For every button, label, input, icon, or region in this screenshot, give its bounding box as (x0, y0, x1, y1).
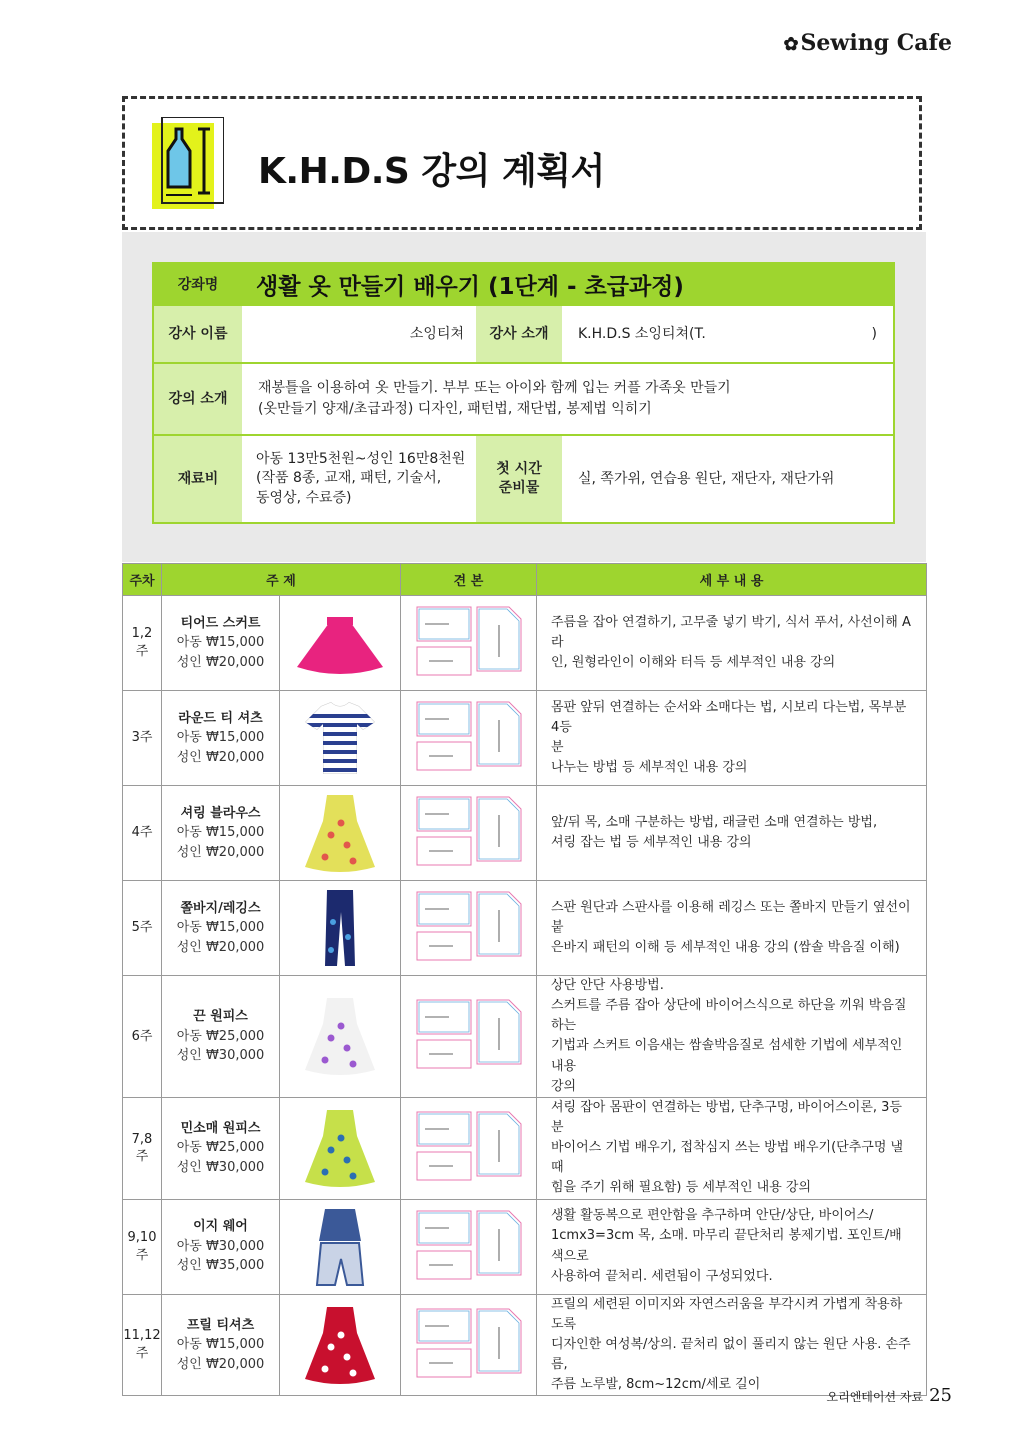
fee-line-1: 아동 13만5천원~성인 16만8천원 (256, 450, 466, 467)
week-cell (123, 1294, 162, 1396)
topic-cell (162, 786, 280, 881)
brand-logo (783, 30, 952, 56)
detail-line-2: 분 (551, 740, 564, 755)
course-name: 생활 옷 만들기 배우기 (1단계 - 초급과정) (242, 264, 893, 304)
garment-photo (290, 1299, 390, 1387)
instructor-intro (562, 306, 893, 362)
prep-label-line-1: 첫 시간 (496, 461, 542, 478)
sample-photo-cell (280, 691, 401, 786)
course-row (154, 264, 893, 304)
pattern-drawing (409, 1301, 529, 1385)
item-name: 라운드 티 셔츠 (178, 710, 263, 726)
item-name: 셔링 블라우스 (180, 805, 261, 821)
topic-cell (162, 596, 280, 691)
week-number: 3주 (131, 730, 153, 746)
pattern-cell (401, 1199, 537, 1294)
prep-items: 실, 쪽가위, 연습용 원단, 재단자, 재단가위 (578, 470, 835, 487)
week-number: 5주 (131, 920, 153, 936)
child-price: 아동 ₩15,000 (176, 825, 265, 841)
child-price: 아동 ₩25,000 (176, 1140, 265, 1156)
instructor-row (154, 304, 893, 362)
detail-line-1: 상단 안단 사용방법. (551, 978, 664, 993)
week-suffix: 주 (135, 644, 149, 659)
pattern-cell (401, 1294, 537, 1396)
schedule-row (123, 691, 927, 786)
header-week: 주차 (123, 564, 162, 596)
pattern-drawing (409, 1203, 529, 1287)
course-info-table (152, 262, 895, 524)
week-suffix: 주 (135, 1247, 149, 1263)
fee-value (242, 436, 476, 522)
pattern-cell (401, 1097, 537, 1199)
detail-line-3: 사용하여 끝처리. 세련됨이 구성되었다. (551, 1268, 773, 1284)
details-cell (537, 596, 927, 691)
pattern-cell (401, 786, 537, 881)
details-cell (537, 786, 927, 881)
pattern-drawing (409, 992, 529, 1076)
detail-line-3: 힘을 주기 위해 필요함) 등 세부적인 내용 강의 (551, 1180, 812, 1196)
pattern-cell (401, 596, 537, 691)
prep-label-line-2: 준비물 (498, 480, 540, 496)
garment-photo (290, 882, 390, 970)
garment-photo (290, 1102, 390, 1190)
adult-price: 성인 ₩20,000 (176, 1356, 265, 1372)
pattern-drawing (409, 694, 529, 778)
schedule-header-row (123, 564, 927, 596)
sprout-icon: ✿ (783, 34, 799, 55)
detail-line-2: 은바지 패턴의 이해 등 세부적인 내용 강의 (쌈솔 박음질 이해) (551, 940, 900, 956)
detail-line-1: 앞/뒤 목, 소매 구분하는 방법, 래글런 소매 연결하는 방법, (551, 814, 878, 830)
schedule-table (122, 563, 927, 1396)
week-number: 6주 (131, 1028, 153, 1044)
week-cell (123, 1097, 162, 1199)
adult-price: 성인 ₩20,000 (176, 654, 265, 670)
week-number: 11,12 (123, 1328, 161, 1344)
detail-line-2: 바이어스 기법 배우기, 접착심지 쓰는 방법 배우기(단추구멍 낼 때 (551, 1140, 904, 1176)
instructor-label: 강사 이름 (154, 306, 242, 362)
sample-photo-cell (280, 1294, 401, 1396)
page-number: 25 (929, 1385, 952, 1406)
footer-label: 오리엔테이션 자료 (826, 1390, 924, 1404)
pattern-ruler-icon (152, 117, 224, 209)
header-pattern: 견 본 (401, 564, 537, 596)
child-price: 아동 ₩15,000 (176, 730, 265, 746)
child-price: 아동 ₩15,000 (176, 635, 265, 651)
instructor-intro-label: 강사 소개 (476, 306, 562, 362)
pattern-drawing (409, 789, 529, 873)
item-name: 이지 웨어 (193, 1219, 248, 1235)
topic-cell (162, 976, 280, 1098)
item-name: 프릴 티셔츠 (186, 1317, 255, 1333)
week-cell (123, 976, 162, 1098)
item-name: 끈 원피스 (193, 1009, 248, 1025)
details-cell (537, 881, 927, 976)
instructor-intro-close: ) (871, 325, 877, 342)
garment-photo (290, 1201, 390, 1289)
title-box (122, 96, 922, 230)
week-number: 9,10 (127, 1230, 157, 1245)
week-cell (123, 596, 162, 691)
lecture-row (154, 362, 893, 434)
adult-price: 성인 ₩20,000 (176, 939, 265, 955)
pattern-drawing (409, 884, 529, 968)
sample-photo-cell (280, 976, 401, 1098)
detail-line-4: 강의 (551, 1078, 577, 1094)
brand-text: Sewing Cafe (800, 30, 952, 56)
topic-cell (162, 881, 280, 976)
details-cell (537, 976, 927, 1098)
pattern-cell (401, 976, 537, 1098)
fee-row (154, 434, 893, 522)
garment-photo (290, 787, 390, 875)
detail-line-1: 몸판 앞뒤 연결하는 순서와 소매다는 법, 시보리 다는법, 목부분 4등 (551, 699, 907, 735)
page-footer (827, 1385, 952, 1406)
week-number: 1,2 (131, 626, 153, 642)
detail-line-1: 셔링 잡아 몸판이 연결하는 방법, 단추구멍, 바이어스이론, 3등분 (551, 1099, 902, 1135)
child-price: 아동 ₩30,000 (176, 1238, 265, 1254)
details-cell (537, 691, 927, 786)
prep-label (476, 436, 562, 522)
detail-line-2: 디자인한 여성복/상의. 끝처리 없이 풀리지 않는 원단 사용. 손주름, (551, 1336, 911, 1372)
topic-cell (162, 1199, 280, 1294)
item-name: 민소매 원피스 (180, 1120, 261, 1136)
lecture-line-1: 재봉틀을 이용하여 옷 만들기. 부부 또는 아이와 함께 입는 커플 가족옷 만들기 (258, 380, 731, 396)
lecture-description (242, 364, 893, 434)
week-cell (123, 881, 162, 976)
header-details: 세 부 내 용 (537, 564, 927, 596)
instructor-intro-text: K.H.D.S 소잉티쳐(T. (578, 325, 706, 342)
schedule-row (123, 596, 927, 691)
details-cell (537, 1294, 927, 1396)
week-cell (123, 786, 162, 881)
pattern-cell (401, 881, 537, 976)
pattern-drawing (409, 599, 529, 683)
item-name: 쫄바지/레깅스 (180, 900, 261, 916)
fee-label: 재료비 (154, 436, 242, 522)
detail-line-2: 스커트를 주름 잡아 상단에 바이어스식으로 하단을 끼워 박음질 하는 (551, 998, 907, 1034)
sample-photo-cell (280, 1097, 401, 1199)
week-cell (123, 691, 162, 786)
sample-photo-cell (280, 1199, 401, 1294)
adult-price: 성인 ₩35,000 (176, 1258, 265, 1274)
week-number: 7,8 (131, 1131, 153, 1147)
garment-photo (290, 990, 390, 1078)
schedule-row (123, 1199, 927, 1294)
topic-cell (162, 691, 280, 786)
topic-cell (162, 1097, 280, 1199)
detail-line-1: 스판 원단과 스판사를 이용해 레깅스 또는 쫄바지 만들기 옆선이 붙 (551, 899, 911, 935)
item-name: 티어드 스커트 (180, 615, 261, 631)
sample-photo-cell (280, 786, 401, 881)
garment-photo (290, 692, 390, 780)
details-cell (537, 1199, 927, 1294)
detail-line-2: 1cmx3=3cm 목, 소매. 마무리 끝단처리 봉제기법. 포인트/배색으로 (551, 1228, 902, 1264)
topic-cell (162, 1294, 280, 1396)
adult-price: 성인 ₩20,000 (176, 749, 265, 765)
detail-line-3: 나누는 방법 등 세부적인 내용 강의 (551, 760, 748, 776)
details-cell (537, 1097, 927, 1199)
schedule-row (123, 1097, 927, 1199)
week-number: 4주 (131, 825, 153, 841)
fee-line-2: (작품 8종, 교재, 패턴, 기술서, (256, 470, 442, 487)
lecture-label: 강의 소개 (154, 364, 242, 434)
detail-line-3: 기법과 스커트 이음새는 쌈솔박음질로 섬세한 기법에 세부적인 내용 (551, 1038, 903, 1074)
sample-photo-cell (280, 596, 401, 691)
page-title: K.H.D.S 강의 계획서 (258, 151, 605, 192)
schedule-row (123, 881, 927, 976)
schedule-row (123, 1294, 927, 1396)
detail-line-2: 셔링 잡는 법 등 세부적인 내용 강의 (551, 835, 752, 850)
schedule-row (123, 786, 927, 881)
course-label: 강좌명 (154, 264, 242, 304)
fee-line-3: 동영상, 수료증) (256, 489, 352, 506)
detail-line-2: 인, 원형라인이 이해와 터득 등 세부적인 내용 강의 (551, 655, 836, 671)
detail-line-1: 프릴의 세련된 이미지와 자연스러움을 부각시켜 가볍게 착용하도록 (551, 1296, 903, 1332)
detail-line-3: 주름 노루발, 8cm~12cm/세로 길이 (551, 1377, 761, 1393)
detail-line-1: 주름을 잡아 연결하기, 고무줄 넣기 박기, 식서 푸서, 사선이해 A라 (551, 614, 911, 650)
pattern-drawing (409, 1104, 529, 1188)
week-cell (123, 1199, 162, 1294)
week-suffix: 주 (135, 1345, 149, 1361)
schedule-row (123, 976, 927, 1098)
lecture-line-2: (옷만들기 양재/초급과정) 디자인, 패턴법, 재단법, 봉제법 익히기 (258, 401, 652, 417)
instructor-name: 소잉티쳐 (409, 325, 464, 342)
week-suffix: 주 (135, 1149, 149, 1165)
child-price: 아동 ₩15,000 (176, 920, 265, 936)
detail-line-1: 생활 활동복으로 편안함을 추구하며 안단/상단, 바이어스/ (551, 1208, 874, 1224)
sample-photo-cell (280, 881, 401, 976)
garment-photo (290, 597, 390, 685)
child-price: 아동 ₩25,000 (176, 1028, 265, 1044)
header-topic: 주 제 (162, 564, 401, 596)
adult-price: 성인 ₩20,000 (176, 844, 265, 860)
adult-price: 성인 ₩30,000 (176, 1159, 265, 1175)
child-price: 아동 ₩15,000 (176, 1337, 265, 1353)
pattern-cell (401, 691, 537, 786)
adult-price: 성인 ₩30,000 (176, 1048, 265, 1064)
